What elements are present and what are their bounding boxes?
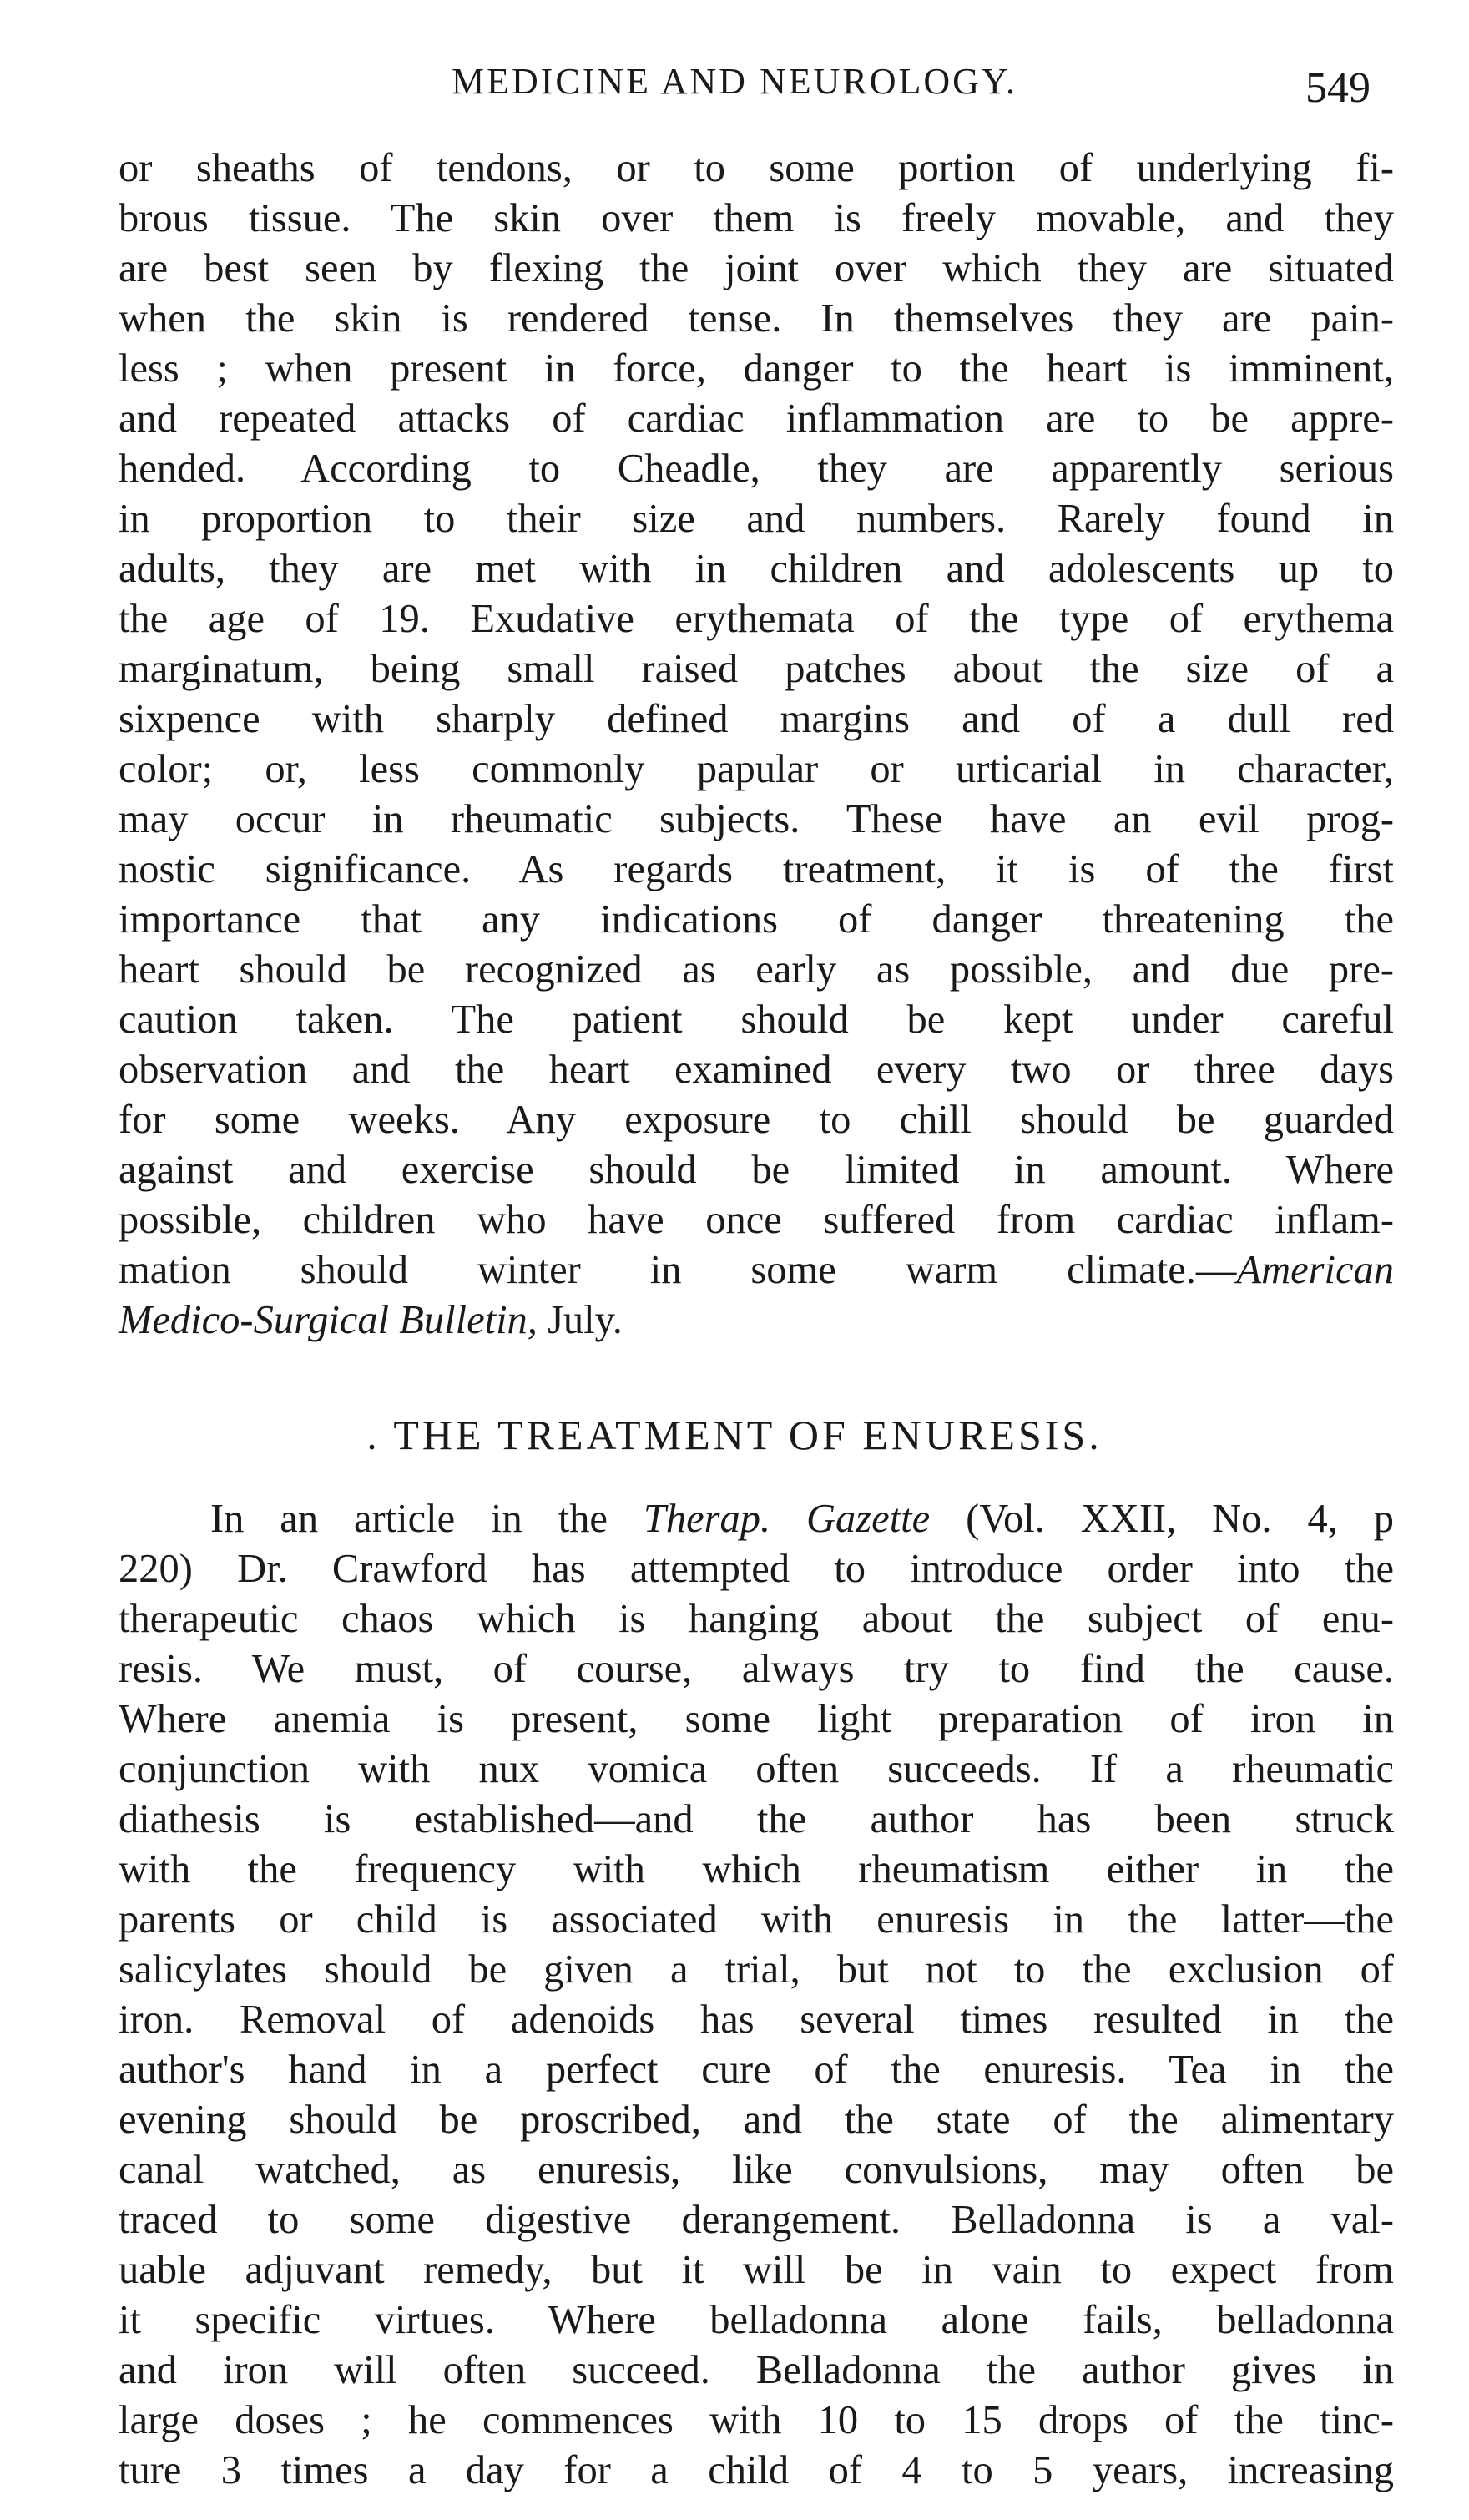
text-line: salicylates should be given a trial, but not to the exclusion of	[119, 1947, 1394, 1992]
text-line: may occur in rheumatic subjects. These have an evil prog-	[119, 797, 1394, 841]
text-line: marginatum, being small raised patches about the size of a	[119, 647, 1394, 691]
text-line: less ; when present in force, danger to the heart is imminent,	[119, 346, 1394, 391]
text-line: therapeutic chaos which is hanging about the subject of enu-	[119, 1597, 1394, 1641]
section-rheumatic-nodules	[119, 144, 1394, 1346]
text-line: conjunction with nux vomica often succeeds. If a rheumatic	[119, 1747, 1394, 1791]
text-line: resis. We must, of course, always try to find the cause.	[119, 1647, 1394, 1691]
journal-title: Therap. Gazette	[643, 1497, 931, 1541]
text-line: possible, children who have once suffered from cardiac inflam-	[119, 1198, 1394, 1242]
text-line: or sheaths of tendons, or to some portion of underlying fi-	[119, 146, 1394, 190]
text-line: uable adjuvant remedy, but it will be in vain to expect from	[119, 2248, 1394, 2292]
text-line: traced to some digestive derangement. Belladonna is a val-	[119, 2198, 1394, 2242]
text-line: importance that any indications of danger threatening the	[119, 897, 1394, 942]
text-line: the age of 19. Exudative erythemata of the type of erythema	[119, 597, 1394, 641]
source-citation: American	[1236, 1248, 1394, 1292]
text-line: 220) Dr. Crawford has attempted to introduce order into the	[119, 1547, 1394, 1591]
text-line: and iron will often succeed. Belladonna the author gives in	[119, 2348, 1394, 2392]
running-title: MEDICINE AND NEUROLOGY.	[451, 61, 1018, 102]
text-line: In an article in the Therap. Gazette (Vol. XXII, No. 4, p	[210, 1497, 1394, 1541]
text-line: parents or child is associated with enuresis in the latter—the	[119, 1897, 1394, 1942]
text-line: adults, they are met with in children and adolescents up to	[119, 547, 1394, 591]
running-head	[0, 60, 1469, 127]
text-line: hended. According to Cheadle, they are apparently serious	[119, 447, 1394, 491]
paragraph-rheumatism	[119, 144, 1394, 1245]
text-line: and repeated attacks of cardiac inflammation are to be appre-	[119, 396, 1394, 441]
text-line: observation and the heart examined every two or three days	[119, 1048, 1394, 1092]
section-heading: . THE TREATMENT OF ENURESIS.	[366, 1412, 1103, 1458]
text-line: mation should winter in some warm climate.—American	[119, 1248, 1394, 1292]
text-line: large doses ; he commences with 10 to 15 drops of the tinc-	[119, 2398, 1394, 2442]
text-line: Where anemia is present, some light preparation of iron in	[119, 1697, 1394, 1741]
text-line: it specific virtues. Where belladonna alone fails, belladonna	[119, 2298, 1394, 2342]
text-line: heart should be recognized as early as possible, and due pre-	[119, 947, 1394, 992]
text-line: evening should be proscribed, and the state of the alimentary	[119, 2098, 1394, 2142]
text-line: in proportion to their size and numbers. Rarely found in	[119, 497, 1394, 541]
section-enuresis	[119, 1494, 1394, 2496]
source-citation: Medico-Surgical Bulletin,	[119, 1298, 538, 1342]
text-line: caution taken. The patient should be kept under careful	[119, 997, 1394, 1042]
text-line: are best seen by flexing the joint over which they are situated	[119, 246, 1394, 290]
text-line: iron. Removal of adenoids has several times resulted in the	[119, 1997, 1394, 2042]
text-line: canal watched, as enuresis, like convulsions, may often be	[119, 2148, 1394, 2192]
text-line: author's hand in a perfect cure of the enuresis. Tea in the	[119, 2048, 1394, 2092]
text-line: with the frequency with which rheumatism either in the	[119, 1847, 1394, 1891]
text-line: diathesis is established—and the author has been struck	[119, 1797, 1394, 1841]
text-line: when the skin is rendered tense. In themselves they are pain-	[119, 296, 1394, 341]
text-line: color; or, less commonly papular or urticarial in character,	[119, 747, 1394, 791]
text-line: nostic significance. As regards treatment, it is of the first	[119, 847, 1394, 891]
paragraph-enuresis	[119, 1544, 1394, 2496]
text-line: sixpence with sharply defined margins and of a dull red	[119, 697, 1394, 741]
text-line: against and exercise should be limited in amount. Where	[119, 1148, 1394, 1192]
text-line: Medico-Surgical Bulletin, July.	[119, 1298, 623, 1342]
text-line: ture 3 times a day for a child of 4 to 5 years, increasing	[119, 2448, 1394, 2492]
page-number: 549	[1305, 64, 1371, 112]
text-line: brous tissue. The skin over them is freely movable, and they	[119, 196, 1394, 240]
text-line: for some weeks. Any exposure to chill should be guarded	[119, 1098, 1394, 1142]
